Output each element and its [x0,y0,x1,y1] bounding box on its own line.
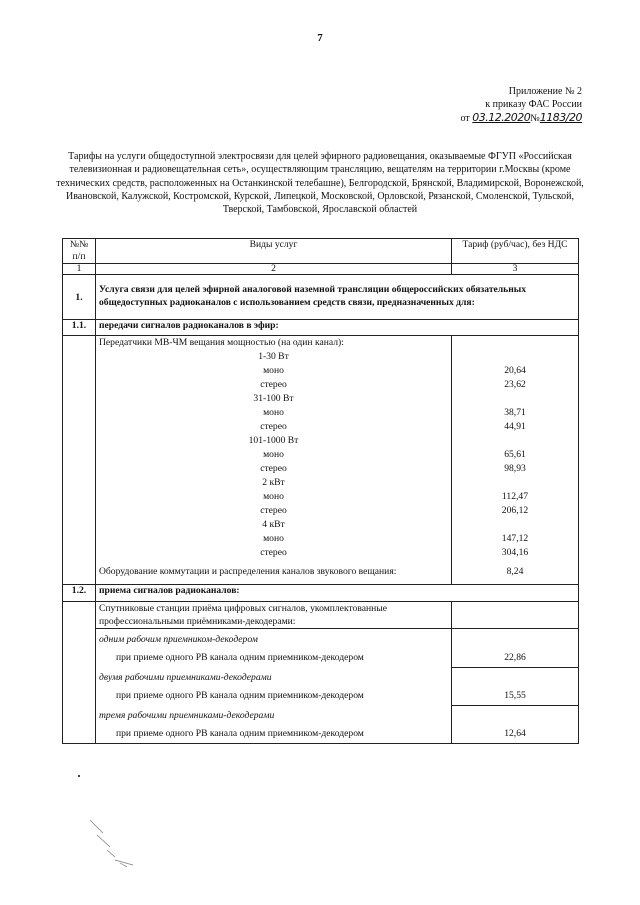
row-value: 147,12 [452,532,579,546]
row-label: 4 кВт [96,518,452,532]
row-value: 38,71 [452,406,579,420]
table-row [63,490,579,504]
row-label: 2 кВт [96,476,452,490]
row-num-cell [63,448,96,462]
receiver-group-heading: одним рабочим приемником-декодером [96,629,452,650]
row-num-cell [63,705,96,725]
row-num-cell [63,490,96,504]
row-num-cell [63,476,96,490]
header-kind: Виды услуг [96,239,452,264]
table-row [63,420,579,434]
row-value: 22,86 [452,649,579,667]
row-value-empty [452,667,579,687]
row-num-cell [63,725,96,744]
list-item [63,336,579,351]
table-row [63,725,579,744]
table-row [63,705,579,725]
table-row [63,434,579,448]
section-1-1-num: 1.1. [63,320,96,336]
table-row [63,667,579,687]
row-label: при приеме одного РВ канала одним приемником-декодером [96,649,452,667]
row-num-cell [63,420,96,434]
table-row [63,406,579,420]
row-value: 112,47 [452,490,579,504]
annex-line2: к приказу ФАС России [485,99,582,110]
document-title: Тарифы на услуги общедоступной электросвязи для целей эфирного радиовещания, оказываемые ФГУП «Российская телевизионная и радиовещательная сеть», осуществляющим трансляцию, вещателям на территории г.Москвы (кроме технических средств, расположенных на Останкинской телебашне), Белгородской, Брянской, Владимирской, Воронежской, Ивановской, Калужской, Костромской, Курской, Липецкой, Московской, Орловской, Рязанской, Смоленской, Тульской, Тверской, Тамбовской, Ярославской областей [56,151,584,216]
row-label: моно [96,448,452,462]
scan-marks [85,815,145,870]
row-value: 44,91 [452,420,579,434]
row-num-cell [63,364,96,378]
row-num-cell [63,667,96,687]
table-row [63,532,579,546]
row-label: стерео [96,378,452,392]
equipment-row [63,560,579,585]
row-num-cell [63,649,96,667]
list-item [63,602,579,629]
row-num-cell [63,687,96,705]
receiver-rows [63,629,579,744]
header-tariff: Тариф (руб/час), без НДС [452,239,579,264]
row-value: 15,55 [452,687,579,705]
row-value [452,518,579,532]
row-value-empty [452,629,579,650]
receiver-group-heading: тремя рабочими приемниками-декодерами [96,705,452,725]
section-1-1-row [63,320,579,336]
table-row [63,687,579,705]
row-value [452,392,579,406]
table-row [63,350,579,364]
row-num-cell [63,532,96,546]
row-num-cell [63,434,96,448]
table-row [63,649,579,667]
satellite-intro: Спутниковые станции приёма цифровых сигналов, укомплектованные профессиональными приёмниками-декодерами: [96,602,452,629]
annex-from: от [460,113,470,124]
row-value [452,434,579,448]
equipment-label: Оборудование коммутации и распределения каналов звукового вещания: [96,560,452,585]
row-value: 304,16 [452,546,579,560]
row-num-cell [63,518,96,532]
table-row [63,518,579,532]
row-value [452,350,579,364]
column-number-row [63,264,579,275]
transmitter-rows [63,350,579,560]
annex-date-line [461,111,582,125]
table-row [63,462,579,476]
row-num-cell [63,629,96,650]
table-row [63,364,579,378]
row-label: при приеме одного РВ канала одним приемником-декодером [96,687,452,705]
section-1-row [63,275,579,320]
row-num-cell [63,378,96,392]
section-1-text: Услуга связи для целей эфирной аналоговой наземной трансляции общероссийских обязательных общедоступных радиоканалов с использованием средств связи, предназначенных для: [96,275,579,320]
scan-dot [78,775,80,777]
row-label: стерео [96,504,452,518]
annex-date: 03.12.2020 [472,111,531,124]
row-label: стерео [96,420,452,434]
colnum-1: 1 [63,264,96,275]
row-label: 31-100 Вт [96,392,452,406]
section-1-num: 1. [63,275,96,320]
colnum-2: 2 [96,264,452,275]
row-label: 1-30 Вт [96,350,452,364]
row-value: 23,62 [452,378,579,392]
equipment-value: 8,24 [452,560,579,585]
row-label: стерео [96,546,452,560]
row-num-cell [63,392,96,406]
table-row [63,392,579,406]
colnum-3: 3 [452,264,579,275]
row-num-cell [63,350,96,364]
row-num-cell [63,462,96,476]
table-row [63,476,579,490]
row-num-cell [63,504,96,518]
annex-header [461,85,582,125]
table-row [63,546,579,560]
section-1-1-text: передачи сигналов радиоканалов в эфир: [96,320,579,336]
row-label: моно [96,406,452,420]
row-num-cell [63,546,96,560]
table-row [63,378,579,392]
row-value-empty [452,705,579,725]
row-value [452,476,579,490]
table-row [63,629,579,650]
annex-num-sign: № [530,113,540,124]
row-label: моно [96,532,452,546]
row-value: 65,61 [452,448,579,462]
row-num-cell [63,406,96,420]
table-header-row [63,239,579,264]
row-label: при приеме одного РВ канала одним приемником-декодером [96,725,452,744]
row-label: моно [96,364,452,378]
row-label: 101-1000 Вт [96,434,452,448]
table-row [63,504,579,518]
transmitters-intro: Передатчики МВ-ЧМ вещания мощностью (на один канал): [96,336,452,351]
annex-order-number: 1183/20 [539,111,582,124]
section-1-2-num: 1.2. [63,585,96,602]
page-number: 7 [317,32,323,44]
annex-line1: Приложение № 2 [508,86,582,97]
tariff-table [62,238,579,744]
row-value: 12,64 [452,725,579,744]
row-value: 206,12 [452,504,579,518]
row-value: 20,64 [452,364,579,378]
table-row [63,448,579,462]
row-label: моно [96,490,452,504]
row-value: 98,93 [452,462,579,476]
section-1-2-row [63,585,579,602]
row-label: стерео [96,462,452,476]
header-num: №№ п/п [63,239,96,264]
section-1-2-text: приема сигналов радиоканалов: [96,585,579,602]
receiver-group-heading: двумя рабочими приемниками-декодерами [96,667,452,687]
